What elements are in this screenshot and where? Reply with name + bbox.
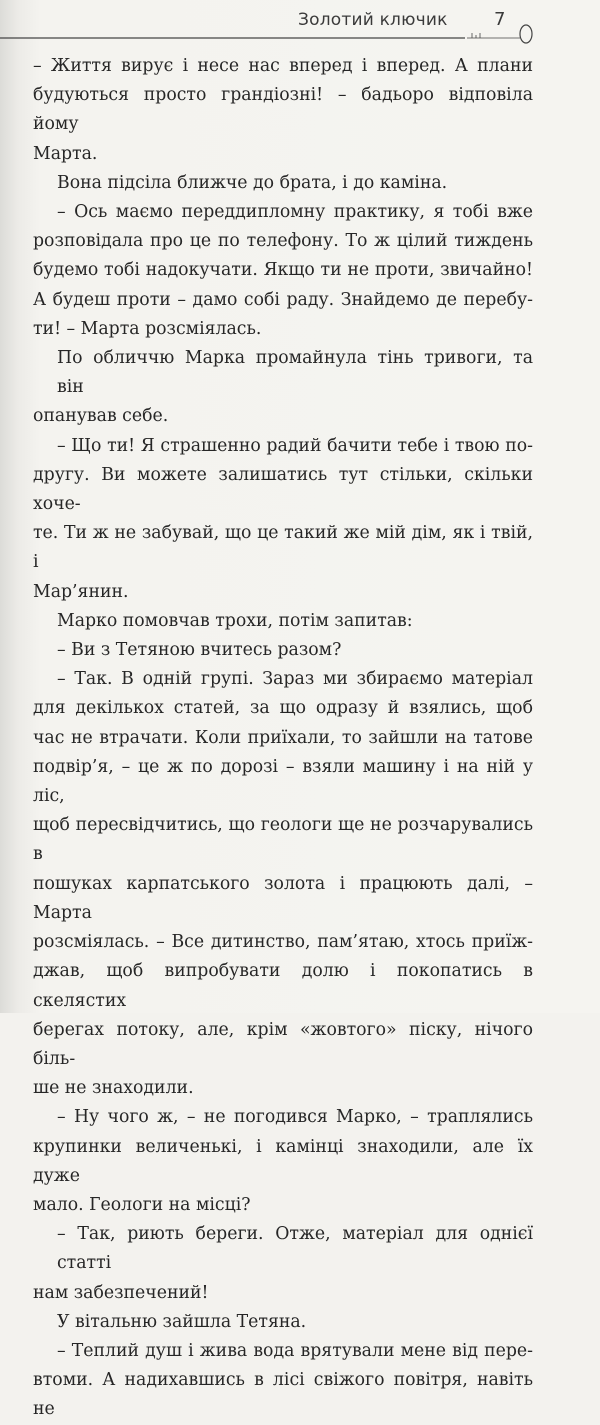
text-line: – Ну чого ж, – не погодився Марко, – траплялись [57,1107,533,1128]
text-line: щоб пересвідчитись, що геологи ще не розчарувались в [33,815,533,865]
text-line: – Ви з Тетяною вчитесь разом? [57,640,342,661]
text-line: пошуках карпатського золота і працюють далі, – Марта [33,873,533,923]
text-line: джав, щоб випробувати долю і покопатись в скелястих [33,961,533,1011]
text-line: берегах потоку, але, крім «жовтого» піску, нічого біль- [33,1019,533,1069]
text-line: нам забезпечений! [33,1282,209,1303]
text-line: втоми. А надихавшись в лісі свіжого повітря, навіть не [33,1370,533,1420]
text-line: – Так, риють береги. Отже, матеріал для однієї статті [57,1224,533,1274]
text-line: А будеш проти – дамо собі раду. Знайдемо де перебу- [33,289,533,310]
text-line: крупинки величенькі, і камінці знаходили, але їх дуже [33,1136,533,1186]
text-line: Марко помовчав трохи, потім запитав: [57,610,413,631]
text-line: розсміялась. – Все дитинство, пам’ятаю, хтось приїж- [33,932,533,953]
text-line: Вона підсіла ближче до брата, і до каміна. [57,172,448,193]
text-line: – Що ти! Я страшенно радий бачити тебе і твою по- [57,435,533,456]
text-line: другу. Ви можете залишатись тут стільки, скільки хоче- [33,464,533,515]
text-line: ше не знаходили. [33,1078,194,1099]
text-line: подвір’я, – це ж по дорозі – взяли машину і на ній у ліс, [33,756,533,807]
text-line: для декількох статей, за що одразу й взялись, щоб [33,698,533,719]
page-number: 7 [494,9,506,30]
text-line: мало. Геологи на місці? [33,1194,251,1215]
text-line: По обличчю Марка промайнула тінь тривоги, та він [57,348,533,398]
text-line: – Ось маємо переддипломну практику, я тобі вже [57,202,533,223]
text-line: будемо тобі надокучати. Якщо ти не проти, звичайно! [33,260,533,281]
text-line: Марта. [33,143,98,164]
text-line: – Життя вирує і несе нас вперед і вперед. А плани [33,56,533,76]
page-text [33,52,533,1425]
text-line: час не втрачати. Коли приїхали, то зайшли на татове [33,727,533,748]
page-header [0,0,600,50]
text-line: У вітальню зайшла Тетяна. [57,1311,307,1332]
text-line: опанував себе. [33,406,169,427]
running-title: Золотий ключик [298,10,448,30]
text-line: те. Ти ж не забувай, що це такий же мій дім, як і твій, і [33,523,533,573]
text-line: – Теплий душ і жива вода врятували мене від пере- [57,1340,533,1361]
text-line: Мар’янин. [33,581,129,602]
text-line: будуються просто грандіозні! – бадьоро відповіла йому [33,85,533,135]
text-line: розповідала про це по телефону. То ж цілий тиждень [33,231,533,252]
text-line: ти! – Марта розсміялась. [33,318,262,339]
text-line: – Так. В одній групі. Зараз ми збираємо матеріал [57,669,533,690]
